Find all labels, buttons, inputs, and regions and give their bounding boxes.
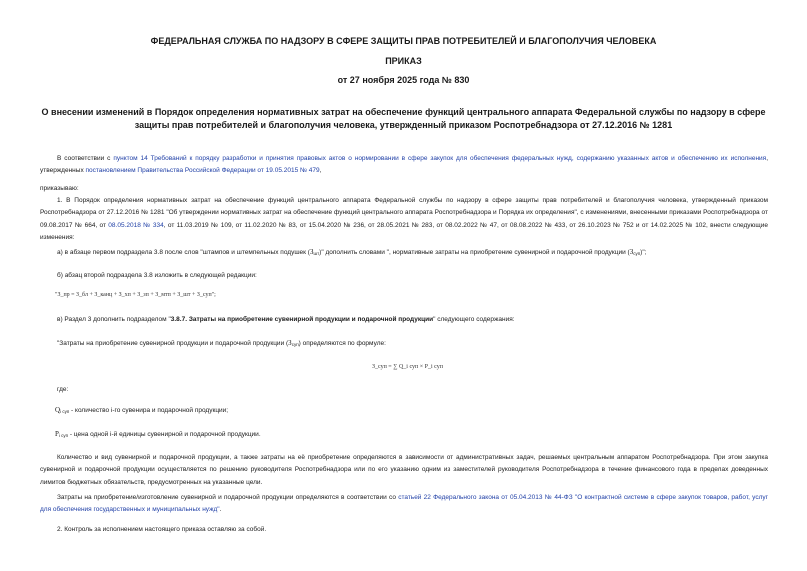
subscript: суп bbox=[633, 251, 641, 256]
paragraph-costs-text: Затраты на приобретение/изготовление сувенирной и подарочной продукции определяются в соответствии со bbox=[57, 494, 399, 501]
item-2: 2. Контроль за исполнением настоящего приказа оставляю за собой. bbox=[57, 526, 267, 533]
federal-law-44-link[interactable]: статьей 22 Федерального закона от 05.04.2013 № 44-ФЗ "О контрактной системе в сфере закупок товаров, работ, услуг для обеспечения государственных и муниципальных нужд" bbox=[40, 494, 768, 514]
item-1 bbox=[40, 195, 768, 244]
preamble-text: , утвержденных bbox=[40, 155, 768, 175]
preamble-text: , bbox=[319, 167, 322, 175]
subitem-a bbox=[57, 246, 768, 260]
order-334-link[interactable]: 08.05.2018 № 334 bbox=[108, 221, 164, 229]
symbol-z-sht: З bbox=[309, 248, 314, 256]
subitem-a-text: )"; bbox=[640, 249, 647, 256]
government-decree-link[interactable]: постановлением Правительства Российской Федерации от 19.05.2015 № 479 bbox=[85, 167, 320, 175]
orders-label: приказываю: bbox=[40, 185, 79, 192]
symbol-z-sup: З bbox=[629, 248, 634, 256]
symbol-p: P bbox=[55, 430, 59, 438]
preamble-text: В соответствии с bbox=[57, 155, 114, 162]
definition-text: - цена одной i-й единицы сувенирной и подарочной продукции. bbox=[68, 431, 261, 438]
item-1-text: , от 11.03.2019 № 109, от 11.02.2020 № 83, от 15.04.2020 № 236, от 28.05.2021 № 283, от 08.02.2022 № 47, от 08.08.2022 № 433, от 26.10.2023 № 752 и от 14.02.2025 № 102, внести следующие изменения: bbox=[40, 221, 768, 241]
subitem-a-text: )" дополнить словами ", нормативные затраты на приобретение сувенирной и подарочной продукции ( bbox=[319, 249, 630, 256]
paragraph-quantity: Количество и вид сувенирной и подарочной продукции, а также затраты на её приобретение определяются в зависимости от административных задач, решаемых центральным аппаратом Роспотребнадзора. При этом закупка сувенирной и подарочной продукции осуществляется по решению руководителя Роспотребнадзора или по его указанию одним из заместителей руководителя Роспотребнадзора в течение финансового года в пределах доведенных лимитов бюджетных обязательств, предусмотренных на указанные цели. bbox=[40, 454, 768, 486]
subscript: суп bbox=[291, 342, 299, 347]
definition-text: - количество i-го сувенира и подарочной продукции; bbox=[69, 407, 229, 414]
subscript: шт bbox=[313, 251, 320, 256]
item-1-text: 1. В Порядок определения нормативных затрат на обеспечение функций центрального аппарата Федеральной службы по надзору в сфере защиты прав потребителей и благополучия человека, утвержденный приказом Роспотребнадзора от 27.12.2016 № 1281 "Об утверждении нормативных затрат на обеспечение функций центрального аппарата Роспотребнадзора и Порядка их определения", с изменениями, внесенными приказами Роспотребнадзора от 09.08.2017 № 664, от bbox=[40, 197, 768, 229]
requirements-link[interactable]: пунктом 14 Требований к порядку разработки и принятия правовых актов о нормировании в сфере закупок для обеспечения федеральных нужд, содержанию указанных актов и обеспечению их исполнения bbox=[113, 155, 767, 162]
definition-quantity bbox=[55, 404, 228, 418]
subitem-a-text: а) в абзаце первом подраздела 3.8 после слов "штампов и штемпельных подушек ( bbox=[57, 249, 310, 256]
agency-name: ФЕДЕРАЛЬНАЯ СЛУЖБА ПО НАДЗОРУ В СФЕРЕ ЗАЩИТЫ ПРАВ ПОТРЕБИТЕЛЕЙ И БЛАГОПОЛУЧИЯ ЧЕЛОВЕКА bbox=[150, 36, 657, 46]
symbol-q: Q bbox=[55, 406, 61, 414]
doc-type: ПРИКАЗ bbox=[385, 56, 422, 66]
symbol-z-sup: З bbox=[288, 339, 292, 347]
doc-title: О внесении изменений в Порядок определения нормативных затрат на обеспечение функций центрального аппарата Федеральной службы по надзору в сфере защиты прав потребителей и благополучия человека, утвержденный приказом Роспотребнадзора от 27.12.2016 № 1281 bbox=[41, 107, 766, 130]
subitem-b: б) абзац второй подраздела 3.8 изложить в следующей редакции: bbox=[57, 272, 257, 279]
formula-zsup: З_суп = ∑ Q_i суп × P_i суп bbox=[372, 364, 443, 370]
subitem-c-text: в) Раздел 3 дополнить подразделом " bbox=[57, 316, 171, 323]
paragraph-costs bbox=[40, 492, 768, 517]
formula-zpr: "З_пр = З_бл + З_канц + З_хп + З_зп + З_мтп + З_шт + З_суп"; bbox=[55, 292, 216, 298]
subitem-c-text: " следующего содержания: bbox=[433, 316, 515, 323]
costs-intro bbox=[57, 337, 386, 351]
paragraph-costs-text: . bbox=[219, 506, 222, 514]
definition-price bbox=[55, 428, 261, 442]
subscript: i суп bbox=[58, 433, 69, 438]
preamble bbox=[40, 153, 768, 178]
doc-date-number: от 27 ноября 2025 года № 830 bbox=[337, 75, 470, 85]
costs-intro-text: ) определяются по формуле: bbox=[298, 340, 386, 347]
subitem-c bbox=[57, 314, 515, 326]
costs-intro-text: "Затраты на приобретение сувенирной продукции и подарочной продукции ( bbox=[57, 340, 289, 347]
new-subsection-title: 3.8.7. Затраты на приобретение сувенирной продукции и подарочной продукции bbox=[170, 316, 434, 323]
where-label: где: bbox=[57, 386, 69, 393]
subscript: i суп bbox=[60, 409, 70, 414]
